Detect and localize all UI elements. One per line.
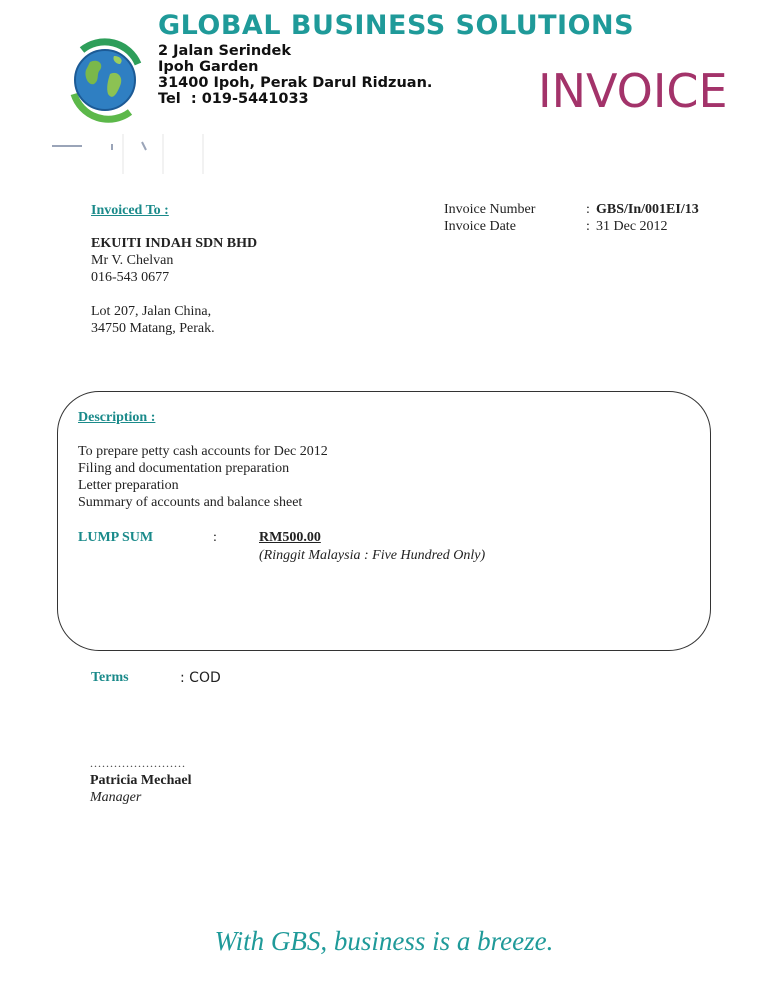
lump-sum-label: LUMP SUM [78,530,154,545]
invoice-number-sep: : [586,202,590,217]
address-line: 31400 Ipoh, Perak Darul Ridzuan. [158,75,433,91]
description-item: To prepare petty cash accounts for Dec 2012 [78,444,328,459]
description-item: Letter preparation [78,478,179,493]
client-block [91,236,257,338]
invoice-date-label: Invoice Date [444,219,516,234]
client-contact: Mr V. Chelvan [91,253,174,268]
signature-line: ........................ [90,756,186,770]
invoiced-to-label: Invoiced To : [91,203,169,218]
lump-sum-sep: : [213,530,217,545]
invoice-number-label: Invoice Number [444,202,536,217]
invoice-date-value: 31 Dec 2012 [596,219,668,234]
footer-slogan: With GBS, business is a breeze. [214,926,554,956]
description-items [78,444,328,512]
invoice-number-value: GBS/In/001EI/13 [596,202,699,217]
company-address [158,43,432,107]
address-line: Tel : 019-5441033 [158,91,309,107]
client-company: EKUITI INDAH SDN BHD [91,236,258,251]
address-line: 2 Jalan Serindek [158,43,292,59]
lump-sum-value: RM500.00 [259,530,321,545]
description-label: Description : [78,410,156,425]
signatory-title: Manager [90,790,142,805]
client-phone: 016-543 0677 [91,270,170,285]
faded-watermark [12,130,212,180]
terms-label: Terms [91,670,129,685]
description-item: Filing and documentation preparation [78,461,290,476]
address-line: Ipoh Garden [158,59,259,75]
terms-value: : COD [180,670,221,686]
company-name: GLOBAL BUSINESS SOLUTIONS [158,10,635,41]
client-address-line: Lot 207, Jalan China, [91,304,212,319]
globe-icon [64,30,146,126]
invoice-date-sep: : [586,219,590,234]
document-title: INVOICE [538,64,728,118]
description-item: Summary of accounts and balance sheet [78,495,303,510]
client-address-line: 34750 Matang, Perak. [91,321,215,336]
lump-sum-words: (Ringgit Malaysia : Five Hundred Only) [259,548,486,563]
description-box [57,391,711,651]
signatory-name: Patricia Mechael [90,773,192,788]
